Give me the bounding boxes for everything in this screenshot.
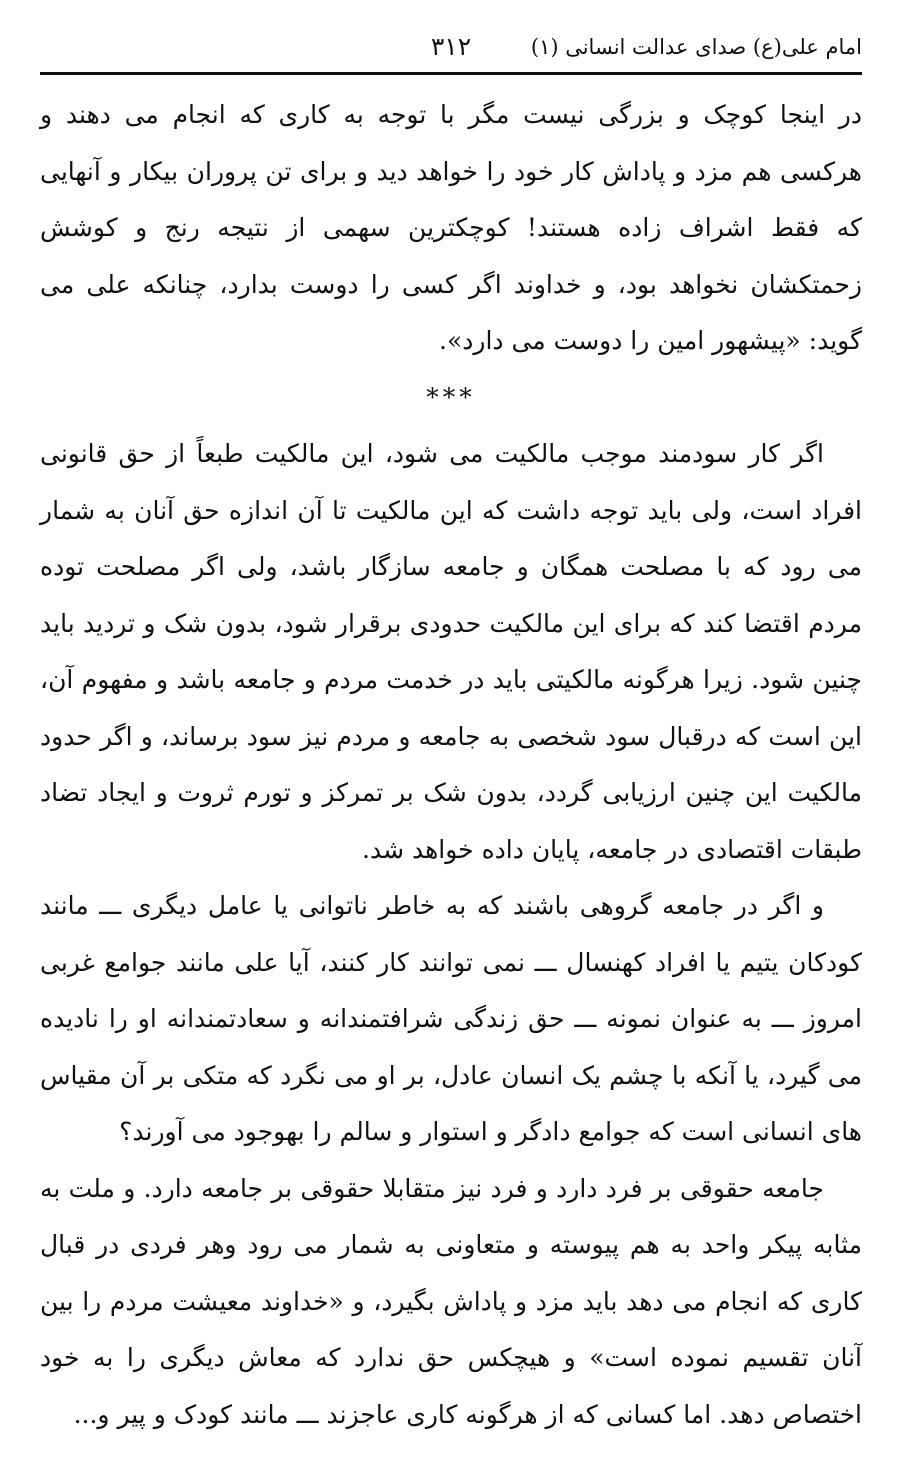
paragraph-2: اگر کار سودمند موجب مالکیت می شود، این مالکیت طبعاً از حق قانونی افراد است، ولی باید توجه داشت که این مالکیت تا آن اندازه حق آنان به شمار می رود که با مصلحت همگان و جامعه سازگار باشد، ولی اگر مصلحت توده مردم اقتضا کند که برای این مالکیت حدودی برقرار شود، بدون شک و تردید باید چنین شود. زیرا هرگونه مالکیتی باید در خدمت مردم و جامعه باشد و مفهوم آن، این است که درقبال سود شخصی به جامعه و مردم نیز سود برساند، و اگر حدود مالکیت این چنین ارزیابی گردد، بدون شک بر تمرکز و تورم ثروت و ایجاد تضاد طبقات اقتصادی در جامعه، پایان داده خواهد شد. — [40, 439, 862, 864]
book-page — [40, 0, 862, 1479]
paragraph-3: و اگر در جامعه گروهی باشند که به خاطر ناتوانی یا عامل دیگری ـــ مانند کودکان یتیم یا افراد کهنسال ـــ نمی توانند کار کنند، آیا علی مانند جوامع غربی امروز ـــ به عنوان نمونه ـــ حق زندگی شرافتمندانه و سعادتمندانه او را نادیده می گیرد، یا آنکه با چشم یک انسان عادل، بر او می نگرد که متکی بر آن مقیاس های انسانی است که جوامع دادگر و استوار و سالم را بهوجود می آورند؟ — [40, 891, 862, 1146]
section-separator: *** — [426, 382, 476, 412]
page-body — [40, 75, 862, 1443]
running-title: امام علی(ع) صدای عدالت انسانی (۱) — [530, 35, 862, 59]
paragraph-4: جامعه حقوقی بر فرد دارد و فرد نیز متقابلا حقوقی بر جامعه دارد. و ملت به مثابه پیکر واحد به هم پیوسته و متعاونی به شمار می رود وهر فردی در قبال کاری که انجام می دهد باید مزد و پاداش بگیرد، و «خداوند معیشت مردم را بین آنان تقسیم نموده است» و هیچکس حق ندارد که معاش دیگری را به خود اختصاص دهد. اما کسانی که از هرگونه کاری عاجزند ـــ مانند کودک و پیر و... — [40, 1173, 862, 1429]
paragraph-1: در اینجا کوچک و بزرگی نیست مگر با توجه به کاری که انجام می دهند و هرکسی هم مزد و پاداش کار خود را خواهد دید و برای تن پروران بیکار و آنهایی که فقط اشراف زاده هستند! کوچکترین سهمی از نتیجه رنج و کوشش زحمتکشان نخواهد بود، و خداوند اگر کسی را دوست بدارد، چنانکه علی می گوید: «پیشهور امین را دوست می دارد». — [40, 100, 862, 355]
page-number: ۳۱۲ — [430, 32, 472, 61]
page-header — [40, 0, 862, 75]
